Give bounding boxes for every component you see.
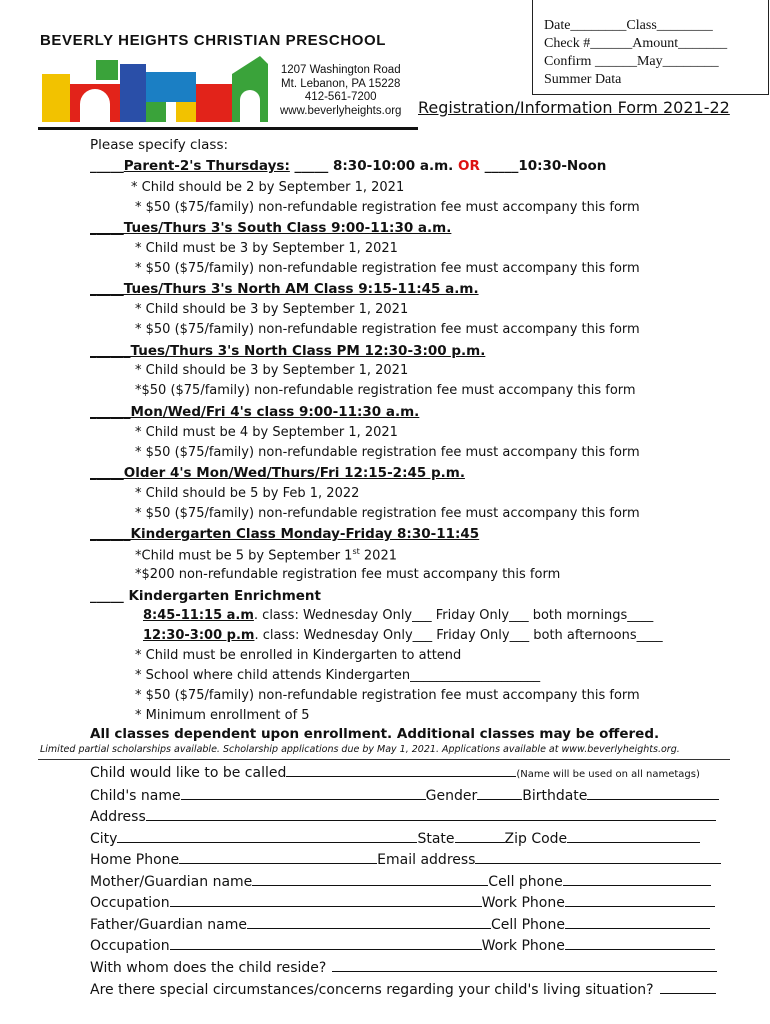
- field-name-row: [90, 787, 719, 804]
- field-occupation2-row: [90, 937, 715, 954]
- gender-input[interactable]: [477, 787, 522, 800]
- school-website: www.beverlyheights.org: [280, 104, 402, 117]
- class-4s-mwf-note-fee: * $50 ($75/family) non-refundable registration fee must accompany this form: [135, 445, 640, 460]
- child-name-input[interactable]: [181, 787, 426, 800]
- father-occupation-label: Occupation: [90, 938, 170, 954]
- class-enrichment-title[interactable]: _____ Kindergarten Enrichment: [90, 588, 321, 604]
- school-address: [280, 64, 401, 118]
- address-line-1: 1207 Washington Road: [280, 64, 401, 76]
- enrichment-note-school[interactable]: * School where child attends Kindergarten____________________: [135, 668, 541, 683]
- class-4s-mwf-title[interactable]: ______Mon/Wed/Fri 4's class 9:00-11:30 a.m.: [90, 404, 420, 420]
- birthdate-label: Birthdate: [522, 788, 588, 804]
- reside-input[interactable]: [332, 959, 717, 972]
- mother-occupation-input[interactable]: [170, 894, 482, 907]
- field-mother-row: [90, 873, 711, 890]
- intro-text: Please specify class:: [90, 137, 229, 153]
- zip-input[interactable]: [567, 830, 700, 843]
- address-label: Address: [90, 809, 146, 825]
- school-phone: 412-561-7200: [304, 91, 377, 103]
- address-input[interactable]: [146, 808, 716, 821]
- enrichment-afternoon-line[interactable]: [143, 628, 663, 643]
- mother-cell-label: Cell phone: [488, 874, 563, 890]
- scholarship-note: Limited partial scholarships available. Scholarship applications due by May 1, 2021. Applications available at www.beverlyheights.org.: [40, 744, 680, 755]
- field-special-row: [90, 981, 716, 998]
- mother-work-phone-label: Work Phone: [481, 895, 565, 911]
- enrichment-note-fee: * $50 ($75/family) non-refundable registration fee must accompany this form: [135, 688, 640, 703]
- title-rule: [38, 127, 418, 130]
- class-3s-north-am-note-age: * Child should be 3 by September 1, 2021: [135, 302, 409, 317]
- class-parent2-note-fee: * $50 ($75/family) non-refundable registration fee must accompany this form: [135, 200, 640, 215]
- email-label: Email address: [377, 852, 476, 868]
- class-parent2-title: Parent-2's Thursdays:: [123, 158, 290, 174]
- class-kindergarten-note-fee: *$200 non-refundable registration fee must accompany this form: [135, 567, 561, 582]
- called-label: Child would like to be called: [90, 765, 287, 781]
- called-input[interactable]: [286, 764, 516, 777]
- child-name-label: Child's name: [90, 788, 181, 804]
- father-occupation-input[interactable]: [170, 937, 482, 950]
- enrichment-morning-options[interactable]: . class: Wednesday Only___ Friday Only___ both mornings____: [253, 608, 654, 623]
- father-name-input[interactable]: [247, 916, 491, 929]
- field-reside-row: [90, 959, 717, 976]
- address-line-2: Mt. Lebanon, PA 15228: [281, 77, 401, 90]
- class-3s-south-title[interactable]: _____Tues/Thurs 3's South Class 9:00-11:30 a.m.: [90, 220, 452, 236]
- office-row-check-amount: Check #______Amount_______: [544, 36, 728, 51]
- special-circumstances-input[interactable]: [660, 981, 716, 994]
- class-parent2-blank3[interactable]: _____: [479, 158, 519, 174]
- home-phone-input[interactable]: [179, 851, 377, 864]
- blocks-logo-icon: [40, 54, 270, 126]
- enrichment-morning-time: 8:45-11:15 a.m: [143, 608, 254, 623]
- or-text: OR: [458, 158, 480, 174]
- class-parent2-blank2[interactable]: _____: [289, 158, 334, 174]
- class-parent2-blank[interactable]: _____: [90, 158, 124, 174]
- email-input[interactable]: [475, 851, 721, 864]
- form-title: Registration/Information Form 2021-22: [418, 98, 730, 117]
- class-3s-north-pm-title[interactable]: ______Tues/Thurs 3's North Class PM 12:30-3:00 p.m.: [90, 343, 486, 359]
- city-input[interactable]: [117, 830, 417, 843]
- class-3s-south-note-age: * Child must be 3 by September 1, 2021: [135, 241, 398, 256]
- reside-label: With whom does the child reside?: [90, 960, 327, 976]
- mother-name-label: Mother/Guardian name: [90, 874, 253, 890]
- father-work-phone-input[interactable]: [565, 937, 715, 950]
- class-parent2-time2: 10:30-Noon: [518, 158, 607, 174]
- office-row-summer-data: Summer Data: [544, 72, 622, 87]
- enrichment-morning-line[interactable]: [143, 608, 653, 623]
- class-parent2-note-age: * Child should be 2 by September 1, 2021: [131, 180, 405, 195]
- field-father-row: [90, 916, 710, 933]
- section-divider: [38, 759, 730, 760]
- enrichment-afternoon-options[interactable]: . class: Wednesday Only___ Friday Only___ both afternoons____: [254, 628, 663, 643]
- class-3s-south-note-fee: * $50 ($75/family) non-refundable registration fee must accompany this form: [135, 261, 640, 276]
- enrichment-note-minimum: * Minimum enrollment of 5: [135, 708, 310, 723]
- mother-cell-input[interactable]: [563, 873, 711, 886]
- mother-work-phone-input[interactable]: [565, 894, 715, 907]
- enrollment-dependency-note: All classes dependent upon enrollment. Additional classes may be offered.: [90, 726, 660, 742]
- class-older-4s-title[interactable]: _____Older 4's Mon/Wed/Thurs/Fri 12:15-2:45 p.m.: [90, 465, 465, 481]
- father-name-label: Father/Guardian name: [90, 917, 247, 933]
- class-parent2-line: [90, 158, 606, 174]
- state-label: State: [417, 831, 455, 847]
- father-work-phone-label: Work Phone: [481, 938, 565, 954]
- zip-label: Zip Code: [504, 831, 568, 847]
- field-phone-row: [90, 851, 721, 868]
- class-older-4s-note-age: * Child should be 5 by Feb 1, 2022: [135, 486, 360, 501]
- field-occupation1-row: [90, 894, 715, 911]
- enrichment-afternoon-time: 12:30-3:00 p.m: [143, 628, 255, 643]
- city-label: City: [90, 831, 118, 847]
- enrichment-note-enrolled: * Child must be enrolled in Kindergarten to attend: [135, 648, 462, 663]
- field-city-row: [90, 830, 700, 847]
- mother-occupation-label: Occupation: [90, 895, 170, 911]
- class-3s-north-am-title[interactable]: _____Tues/Thurs 3's North AM Class 9:15-11:45 a.m.: [90, 281, 479, 297]
- office-row-confirm-may: Confirm ______May________: [544, 54, 719, 69]
- class-kindergarten-title[interactable]: ______Kindergarten Class Monday-Friday 8:30-11:45: [90, 526, 480, 542]
- special-circumstances-label: Are there special circumstances/concerns regarding your child's living situation?: [90, 982, 654, 998]
- class-older-4s-note-fee: * $50 ($75/family) non-refundable registration fee must accompany this form: [135, 506, 640, 521]
- class-3s-north-pm-note-fee: *$50 ($75/family) non-refundable registration fee must accompany this form: [135, 383, 636, 398]
- class-3s-north-am-note-fee: * $50 ($75/family) non-refundable registration fee must accompany this form: [135, 322, 640, 337]
- class-3s-north-pm-note-age: * Child should be 3 by September 1, 2021: [135, 363, 409, 378]
- father-cell-label: Cell Phone: [491, 917, 565, 933]
- state-input[interactable]: [455, 830, 505, 843]
- school-name: BEVERLY HEIGHTS CHRISTIAN PRESCHOOL: [40, 32, 387, 49]
- called-note: (Name will be used on all nametags): [516, 769, 700, 780]
- class-4s-mwf-note-age: * Child must be 4 by September 1, 2021: [135, 425, 398, 440]
- father-cell-input[interactable]: [565, 916, 710, 929]
- home-phone-label: Home Phone: [90, 852, 180, 868]
- mother-name-input[interactable]: [252, 873, 488, 886]
- field-called-row: [90, 764, 700, 781]
- gender-label: Gender: [425, 788, 478, 804]
- class-kindergarten-note-age: *Child must be 5 by September 1st 2021: [135, 547, 397, 564]
- class-parent2-time1: 8:30-10:00 a.m.: [333, 158, 459, 174]
- birthdate-input[interactable]: [587, 787, 719, 800]
- office-row-date-class: Date________Class________: [544, 18, 713, 33]
- office-use-box: [532, 0, 769, 95]
- field-address-row: [90, 808, 716, 825]
